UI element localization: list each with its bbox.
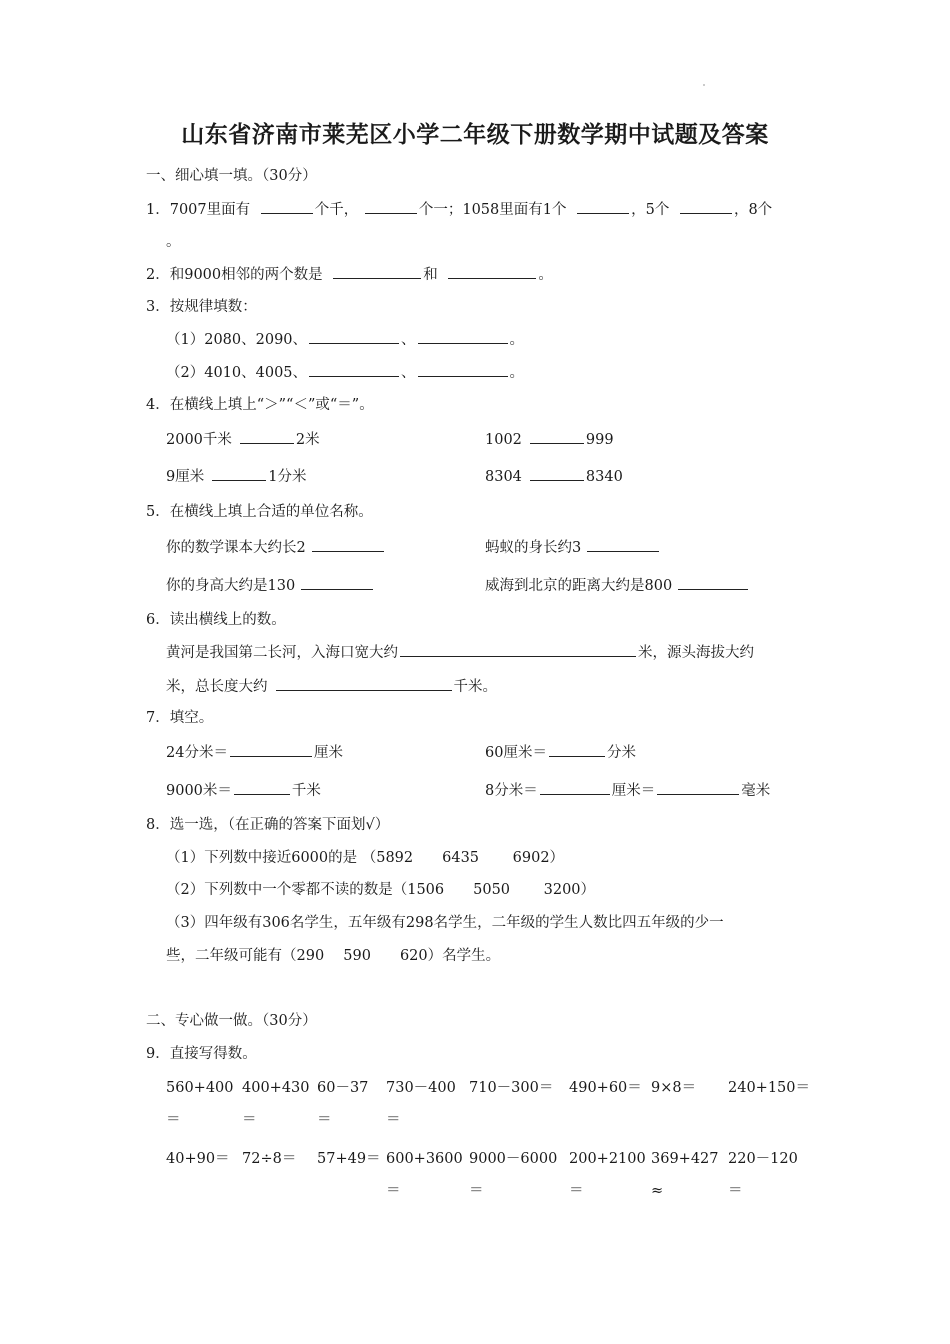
q8-sub-3-line-1: （3）四年级有306名学生，五年级有298名学生，二年级的学生人数比四五年级的少一: [166, 915, 724, 931]
section-2-heading: 二、专心做一做。（30分）: [146, 1013, 317, 1029]
q7-b-blank[interactable]: [549, 742, 605, 757]
q1-text-e: ，8个: [733, 202, 773, 218]
q1-text-d: ，5个: [631, 202, 670, 218]
q6-blank-1[interactable]: [400, 642, 636, 657]
q5-item-d: [485, 575, 750, 596]
question-8-heading: 8．选一选，（在正确的答案下面划√）: [146, 817, 390, 833]
q6-line-2: [166, 676, 497, 697]
q4-c-right: 1分米: [268, 469, 307, 485]
question-3-heading: 3．按规律填数：: [146, 299, 257, 315]
q2-blank-1[interactable]: [333, 264, 421, 279]
calc-r2-8-eq: ＝: [728, 1183, 743, 1199]
q7-c-left: 9000米＝: [166, 783, 232, 799]
calc-r1-5: 710－300＝: [469, 1080, 554, 1096]
q1-text-c: 个一；1058里面有1个: [418, 202, 567, 218]
q3-1-blank-1[interactable]: [309, 329, 399, 344]
q1-blank-1[interactable]: [261, 199, 313, 214]
q3-2-blank-2[interactable]: [418, 362, 508, 377]
q5-d-blank[interactable]: [678, 575, 748, 590]
q3-1-blank-2[interactable]: [418, 329, 508, 344]
q7-d-mid: 厘米＝: [611, 783, 656, 799]
q7-c-blank[interactable]: [234, 780, 290, 795]
q5-c-text: 你的身高大约是130: [166, 578, 296, 594]
section-1-heading: 一、细心填一填。（30分）: [146, 168, 317, 184]
calc-r2-3: 57+49＝: [317, 1151, 381, 1167]
q8-sub-1[interactable]: （1）下列数中接近6000的是 （5892 6435 6902）: [166, 850, 565, 866]
q4-d-left: 8304: [485, 469, 522, 485]
q5-a-text: 你的数学课本大约长2: [166, 540, 306, 556]
calc-r1-8: 240+150＝: [728, 1080, 811, 1096]
q6-line-1: [166, 642, 754, 663]
q4-b-blank[interactable]: [530, 429, 584, 444]
q3-line-1: [166, 329, 524, 350]
q5-item-a: [166, 537, 386, 558]
q2-text-b: 和: [423, 267, 438, 283]
q5-item-c: [166, 575, 375, 596]
calc-r1-3-eq: ＝: [317, 1112, 332, 1128]
q7-d-blank-1[interactable]: [540, 780, 610, 795]
q4-a-right: 2米: [295, 432, 320, 448]
q6-l2-text-b: 千米。: [453, 679, 497, 695]
q4-c-left: 9厘米: [166, 469, 205, 485]
question-6-heading: 6．读出横线上的数。: [146, 612, 286, 628]
q4-d-right: 8340: [585, 469, 623, 485]
q7-item-a: [166, 742, 343, 763]
calc-r1-7: 9×8＝: [651, 1080, 697, 1096]
q1-blank-4[interactable]: [680, 199, 732, 214]
q2-blank-2[interactable]: [448, 264, 536, 279]
calc-r1-6: 490+60＝: [569, 1080, 642, 1096]
calc-r2-6: 200+2100: [569, 1151, 646, 1167]
question-1: [146, 199, 772, 220]
calc-r2-2: 72÷8＝: [242, 1151, 297, 1167]
q4-b-right: 999: [585, 432, 614, 448]
q7-d-blank-2[interactable]: [657, 780, 739, 795]
q4-item-b: [485, 429, 614, 450]
q7-item-d: [485, 780, 770, 801]
q1-continuation: 。: [166, 234, 181, 250]
calc-r1-1: 560+400: [166, 1080, 234, 1096]
q3-2-end: 。: [509, 365, 525, 381]
calc-r2-7: 369+427: [651, 1151, 719, 1167]
q7-a-blank[interactable]: [230, 742, 312, 757]
calc-r1-1-eq: ＝: [166, 1112, 181, 1128]
q6-blank-2[interactable]: [276, 676, 452, 691]
calc-r2-1: 40+90＝: [166, 1151, 230, 1167]
q8-sub-3-line-2[interactable]: 些，二年级可能有（290 590 620）名学生。: [166, 948, 501, 964]
question-4-heading: 4．在横线上填上“＞”“＜”或“＝”。: [146, 397, 374, 413]
calc-r2-7-approx: ≈: [651, 1183, 664, 1199]
q4-c-blank[interactable]: [212, 466, 266, 481]
calc-r2-6-eq: ＝: [569, 1183, 584, 1199]
q7-d-right: 毫米: [741, 783, 771, 799]
q4-d-blank[interactable]: [530, 466, 584, 481]
q5-b-blank[interactable]: [587, 537, 659, 552]
q7-c-right: 千米: [291, 783, 321, 799]
q5-d-text: 威海到北京的距离大约是800: [485, 578, 673, 594]
q2-text-c: 。: [538, 267, 553, 283]
q4-a-left: 2000千米: [166, 432, 232, 448]
calc-r1-4: 730－400: [386, 1080, 456, 1096]
question-7-heading: 7．填空。: [146, 710, 214, 726]
calc-r1-4-eq: ＝: [386, 1112, 401, 1128]
q6-l1-text-b: 米，源头海拔大约: [638, 645, 754, 661]
calc-r2-4: 600+3600: [386, 1151, 463, 1167]
q3-1-sep: 、: [401, 332, 416, 348]
calc-r1-3: 60－37: [317, 1080, 369, 1096]
q4-item-a: [166, 429, 320, 450]
q8-sub-2[interactable]: （2）下列数中一个零都不读的数是（1506 5050 3200）: [166, 882, 596, 898]
q1-text-a: 1．7007里面有: [146, 202, 251, 218]
calc-r2-8: 220－120: [728, 1151, 798, 1167]
page-title: 山东省济南市莱芜区小学二年级下册数学期中试题及答案: [181, 122, 769, 148]
q1-text-b: 个千，: [314, 202, 359, 218]
q4-a-blank[interactable]: [240, 429, 294, 444]
q5-c-blank[interactable]: [301, 575, 373, 590]
q5-b-text: 蚂蚁的身长约3: [485, 540, 582, 556]
q3-2-text: （2）4010、4005、: [166, 365, 308, 381]
q3-line-2: [166, 362, 524, 383]
calc-r2-5-eq: ＝: [469, 1183, 484, 1199]
q7-a-left: 24分米＝: [166, 745, 228, 761]
calc-r1-2-eq: ＝: [242, 1112, 257, 1128]
q5-item-b: [485, 537, 661, 558]
q3-2-sep: 、: [401, 365, 416, 381]
calc-r2-5: 9000－6000: [469, 1151, 558, 1167]
q4-item-c: [166, 466, 306, 487]
q6-l1-text-a: 黄河是我国第二长河，入海口宽大约: [166, 645, 398, 661]
q7-b-left: 60厘米＝: [485, 745, 547, 761]
q4-item-d: [485, 466, 623, 487]
q7-item-c: [166, 780, 321, 801]
q7-item-b: [485, 742, 636, 763]
q3-1-text: （1）2080、2090、: [166, 332, 308, 348]
q6-l2-text-a: 米，总长度大约: [166, 679, 268, 695]
q5-a-blank[interactable]: [312, 537, 384, 552]
q1-blank-3[interactable]: [577, 199, 629, 214]
q3-2-blank-1[interactable]: [309, 362, 399, 377]
question-5-heading: 5．在横线上填上合适的单位名称。: [146, 504, 373, 520]
calc-r2-4-eq: ＝: [386, 1183, 401, 1199]
question-2: [146, 264, 553, 285]
scan-dot: [703, 84, 705, 86]
q7-b-right: 分米: [606, 745, 636, 761]
calc-r1-2: 400+430: [242, 1080, 310, 1096]
q4-b-left: 1002: [485, 432, 522, 448]
q7-a-right: 厘米: [313, 745, 343, 761]
q7-d-left: 8分米＝: [485, 783, 538, 799]
question-9-heading: 9．直接写得数。: [146, 1046, 257, 1062]
q2-text-a: 2．和9000相邻的两个数是: [146, 267, 323, 283]
q1-blank-2[interactable]: [365, 199, 417, 214]
q3-1-end: 。: [509, 332, 525, 348]
